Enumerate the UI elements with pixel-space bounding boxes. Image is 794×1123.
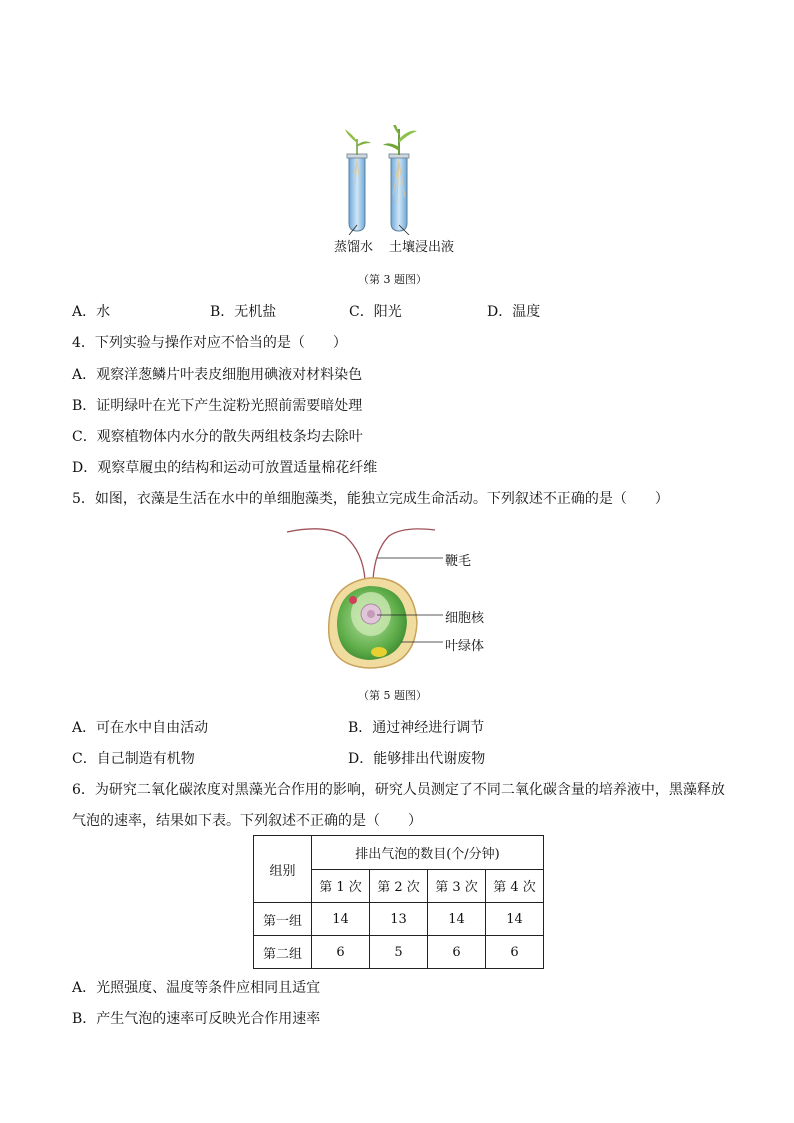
q6-stem-line1: 6．为研究二氧化碳浓度对黑藻光合作用的影响，研究人员测定了不同二氧化碳含量的培养液中，黑藻释放 [72, 782, 725, 798]
table-cell: 14 [486, 903, 544, 936]
table-cell: 6 [486, 936, 544, 969]
table-cell: 6 [428, 936, 486, 969]
table-cell: 14 [312, 903, 370, 936]
fig5-label-nucleus: 细胞核 [445, 611, 485, 626]
table-row [254, 903, 544, 936]
fig3-label-distilled-water: 蒸馏水 [334, 240, 374, 255]
table-cell: 6 [312, 936, 370, 969]
bubble-count-table [253, 835, 544, 969]
fig5-caption: （第 5 题图） [358, 689, 427, 702]
q3-option-d: D．温度 [487, 304, 541, 320]
table-cell: 13 [370, 903, 428, 936]
q4-option-b: B．证明绿叶在光下产生淀粉光照前需要暗处理 [72, 398, 363, 414]
fig5-label-flagellum: 鞭毛 [445, 554, 472, 569]
fig5-label-chloroplast: 叶绿体 [445, 639, 485, 654]
table-cell: 14 [428, 903, 486, 936]
table-col-header: 第 4 次 [486, 869, 544, 903]
q6-stem-line2: 气泡的速率，结果如下表。下列叙述不正确的是（ ） [72, 813, 422, 829]
q6-option-a: A．光照强度、温度等条件应相同且适宜 [72, 980, 321, 996]
q4-option-a: A．观察洋葱鳞片叶表皮细胞用碘液对材料染色 [72, 367, 363, 383]
q5-option-d: D．能够排出代谢废物 [348, 751, 486, 767]
q3-option-b: B．无机盐 [210, 304, 277, 320]
table-col-header: 第 2 次 [370, 869, 428, 903]
table-row [254, 936, 544, 969]
test-tube-figure [335, 125, 445, 235]
q6-option-b: B．产生气泡的速率可反映光合作用速率 [72, 1011, 321, 1027]
q4-stem: 4．下列实验与操作对应不恰当的是（ ） [72, 335, 347, 351]
q5-stem: 5．如图，衣藻是生活在水中的单细胞藻类，能独立完成生命活动。下列叙述不正确的是（ ） [72, 491, 669, 507]
q5-option-b: B．通过神经进行调节 [348, 720, 485, 736]
q3-option-a: A．水 [72, 304, 111, 320]
table-row-name: 第一组 [254, 903, 312, 936]
table-corner-header: 组别 [254, 836, 312, 903]
table-cell: 5 [370, 936, 428, 969]
table-col-header: 第 1 次 [312, 869, 370, 903]
fig3-label-soil-extract: 土壤浸出液 [389, 240, 455, 255]
table-col-header: 第 3 次 [428, 869, 486, 903]
q5-option-a: A．可在水中自由活动 [72, 720, 209, 736]
q5-option-c: C．自己制造有机物 [72, 751, 195, 767]
table-row-name: 第二组 [254, 936, 312, 969]
q4-option-c: C．观察植物体内水分的散失两组枝条均去除叶 [72, 429, 363, 445]
q4-option-d: D．观察草履虫的结构和运动可放置适量棉花纤维 [72, 460, 378, 476]
fig3-caption: （第 3 题图） [358, 273, 427, 286]
chlamydomonas-figure [285, 522, 445, 672]
table-group-header: 排出气泡的数目(个/分钟) [312, 836, 544, 870]
q3-option-c: C．阳光 [349, 304, 402, 320]
